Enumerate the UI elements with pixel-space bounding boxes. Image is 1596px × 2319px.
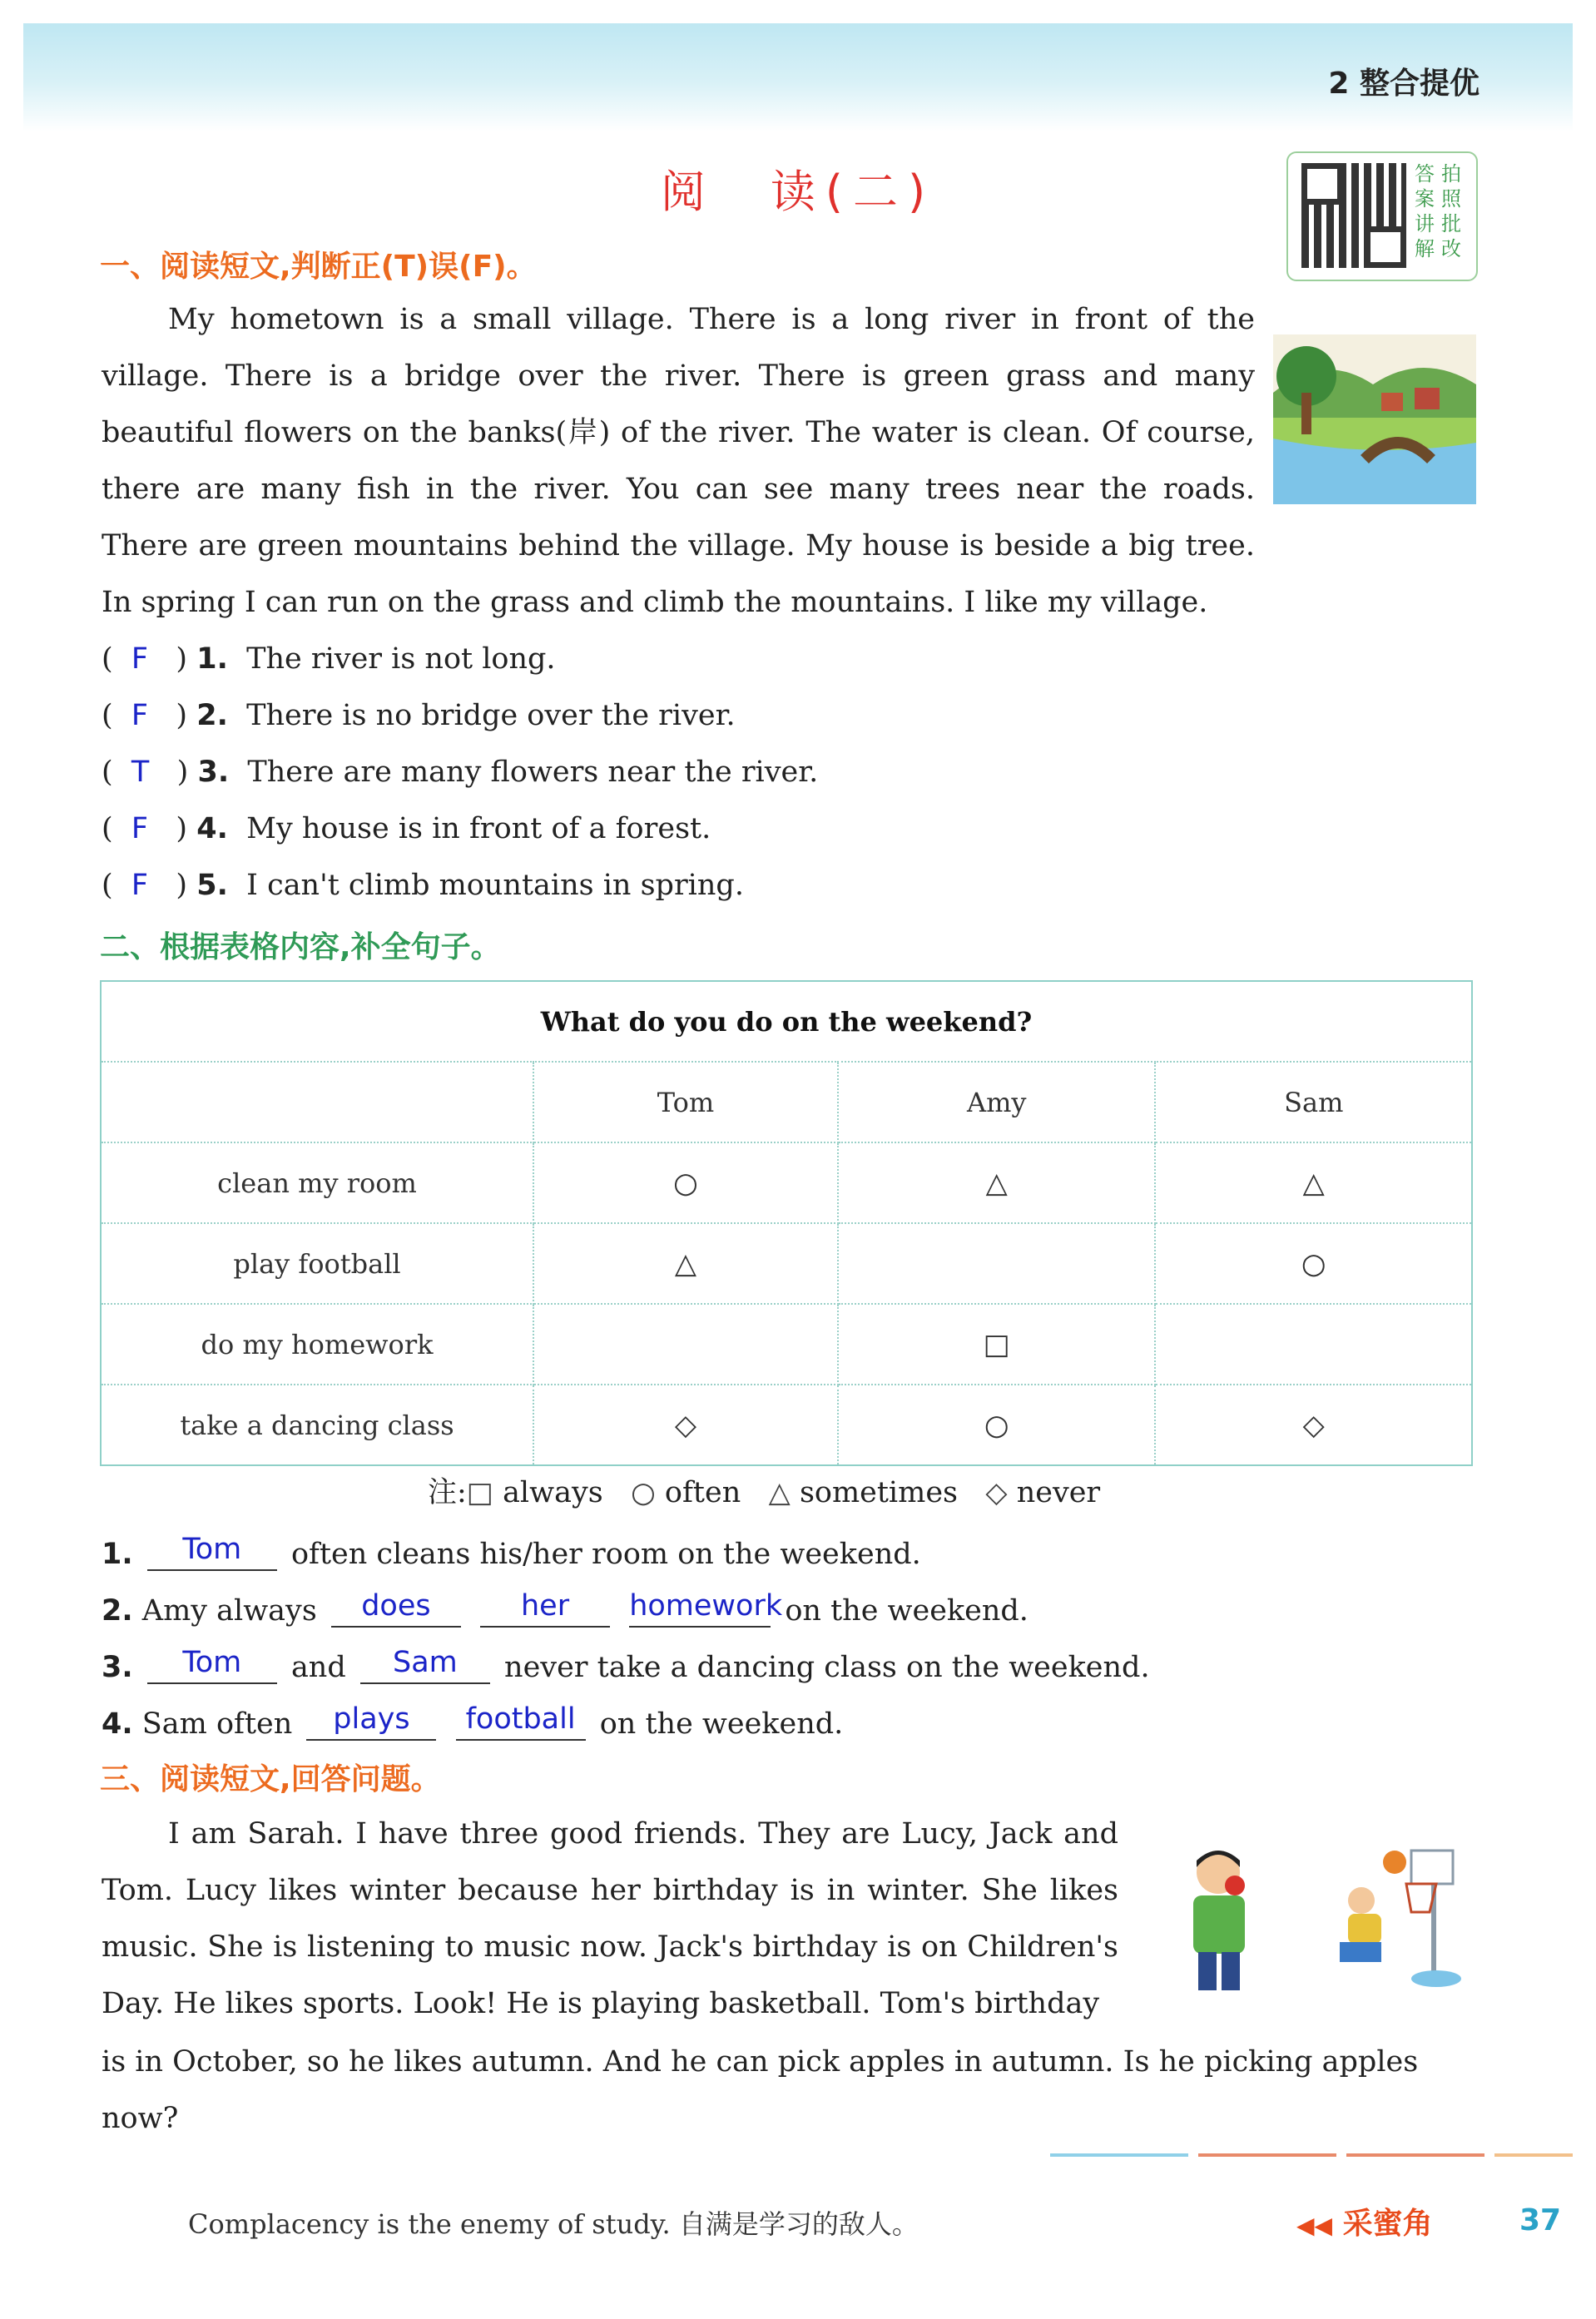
section1-passage [102,291,1255,631]
table-header-blank [101,1062,533,1142]
s2-answer-1a[interactable]: Tom [147,1533,277,1571]
table-cell [1155,1304,1472,1385]
table-cell [838,1223,1155,1304]
legend-circle-icon: ○ [631,1476,656,1509]
s2-item-3 [102,1646,1150,1684]
qr-caption-col1: 答案讲解 [1415,162,1435,260]
s1-answer-1: F [131,642,149,676]
qr-caption-col2: 拍照批改 [1441,162,1461,260]
table-cell [533,1304,838,1385]
section1-heading: 一、阅读短文,判断正(T)误(F)。 [100,250,537,284]
s2-answer-2a[interactable]: does [331,1589,461,1628]
section3-passage-a-text: I am Sarah. I have three good friends. They are Lucy, Jack and Tom. Lucy likes winter because her birthday is in winter. She likes music. She is listening to music now. Jack's birthday is on Children's Day. He likes sports. Look! He is playing basketball. Tom's birthday [102,1817,1118,2020]
s2-text-3: never take a dancing class on the weekend. [504,1651,1150,1684]
s1-item-3: ( T ) 3. There are many flowers near the river. [102,756,819,789]
activity-label: play football [101,1223,533,1304]
s2-item-2 [102,1589,1028,1628]
s2-num-4: 4. [102,1707,133,1741]
table-row [101,1142,1472,1223]
activity-label: clean my room [101,1142,533,1223]
table-row [101,1223,1472,1304]
s2-pre-2: Amy always [141,1594,317,1628]
brand-label [1296,2200,1433,2242]
s2-pre-4: Sam often [141,1707,293,1741]
boy-eating-illustration [1175,1842,1266,1992]
legend-triangle-icon: △ [768,1476,791,1509]
s2-num-3: 3. [102,1651,133,1684]
s2-answer-2c[interactable]: homework [629,1589,771,1628]
s2-answer-4b[interactable]: football [456,1702,586,1741]
s1-num-2: 2. [196,699,228,732]
s2-answer-3b[interactable]: Sam [360,1646,490,1684]
footer-motto: Complacency is the enemy of study. 自满是学习的敌人。 [188,2208,919,2240]
qr-code-icon[interactable] [1301,163,1406,268]
s1-item-5: ( F ) 5. I can't climb mountains in spring. [102,869,744,902]
s1-item-4: ( F ) 4. My house is in front of a forest. [102,812,711,845]
s1-answer-2: F [131,699,149,732]
table-cell: ○ [838,1385,1155,1465]
footer-line-4 [1494,2153,1573,2157]
legend-often: often [664,1476,741,1509]
s2-answer-4a[interactable]: plays [306,1702,436,1741]
activity-label: do my homework [101,1304,533,1385]
s1-answer-4: F [131,812,149,845]
qr-caption [1415,161,1468,261]
table-row [101,1385,1472,1465]
s1-item-2: ( F ) 2. There is no bridge over the river. [102,699,736,732]
legend-square-icon: □ [466,1476,493,1509]
s1-answer-5: F [131,869,149,902]
legend-diamond-icon: ◇ [985,1476,1008,1509]
activity-label: take a dancing class [101,1385,533,1465]
s2-answer-3a[interactable]: Tom [147,1646,277,1684]
table-caption: What do you do on the weekend? [101,981,1472,1062]
table-cell: ◇ [1155,1385,1472,1465]
s1-num-4: 4. [196,812,228,845]
s1-num-5: 5. [196,869,228,902]
s2-num-2: 2. [102,1594,133,1628]
page-number: 37 [1519,2203,1562,2237]
s2-item-1 [102,1533,921,1571]
page-title: 阅 读(二) [660,166,936,218]
s2-num-1: 1. [102,1538,133,1571]
s2-mid-3: and [290,1651,346,1684]
table-cell: ○ [533,1142,838,1223]
s2-answer-2b[interactable]: her [480,1589,610,1628]
symbol-legend [428,1476,1100,1509]
table-cell: △ [838,1142,1155,1223]
s1-text-5: I can't climb mountains in spring. [246,869,744,902]
footer-line-1 [1050,2153,1188,2157]
s1-answer-3: T [131,756,150,789]
section3-heading: 三、阅读短文,回答问题。 [100,1762,441,1796]
s1-text-3: There are many flowers near the river. [247,756,819,789]
table-cell: ◇ [533,1385,838,1465]
s1-text-4: My house is in front of a forest. [246,812,711,845]
footer-line-2 [1198,2153,1336,2157]
legend-prefix: 注: [428,1476,467,1509]
table-cell: △ [1155,1142,1472,1223]
qr-panel[interactable] [1286,151,1478,281]
section3-passage-b [102,2034,1483,2147]
section3-passage-b-text: is in October, so he likes autumn. And he can pick apples in autumn. Is he picking apples now? [102,2045,1419,2135]
s1-num-3: 3. [197,756,230,789]
basketball-illustration [1328,1842,1470,1992]
section2-heading: 二、根据表格内容,补全句子。 [100,930,501,964]
table-header-sam: Sam [1155,1062,1472,1142]
brand-text: 采蜜角 [1342,2207,1433,2241]
chapter-label: 2 整合提优 [1328,67,1480,101]
s2-text-2: on the weekend. [785,1594,1028,1628]
section1-passage-text: My hometown is a small village. There is a long river in front of the village. There is a bridge over the river. There is green grass and many beautiful flowers on the banks(岸) of the river. The water is clean. Of course, there are many fish in the river. You can see many trees near the roads. There are green mountains behind the village. My house is beside a big tree. In spring I can run on the grass and climb the mountains. I like my village. [102,303,1255,619]
table-cell: △ [533,1223,838,1304]
brand-arrow-icon: ◀◀ [1296,2212,1333,2239]
s2-text-4: on the weekend. [599,1707,844,1741]
weekend-table [100,980,1473,1466]
section3-passage-a [102,1806,1118,2032]
table-cell: □ [838,1304,1155,1385]
table-header-tom: Tom [533,1062,838,1142]
table-row [101,1304,1472,1385]
s1-text-2: There is no bridge over the river. [246,699,736,732]
legend-never: never [1016,1476,1101,1509]
s2-item-4 [102,1702,843,1741]
table-header-amy: Amy [838,1062,1155,1142]
legend-sometimes: sometimes [799,1476,958,1509]
s1-text-1: The river is not long. [246,642,556,676]
footer-line-3 [1346,2153,1484,2157]
table-cell: ○ [1155,1223,1472,1304]
legend-always: always [503,1476,603,1509]
s1-num-1: 1. [196,642,228,676]
s1-item-1: ( F ) 1. The river is not long. [102,642,556,676]
village-illustration [1273,334,1476,504]
s2-text-1: often cleans his/her room on the weekend. [290,1538,921,1571]
